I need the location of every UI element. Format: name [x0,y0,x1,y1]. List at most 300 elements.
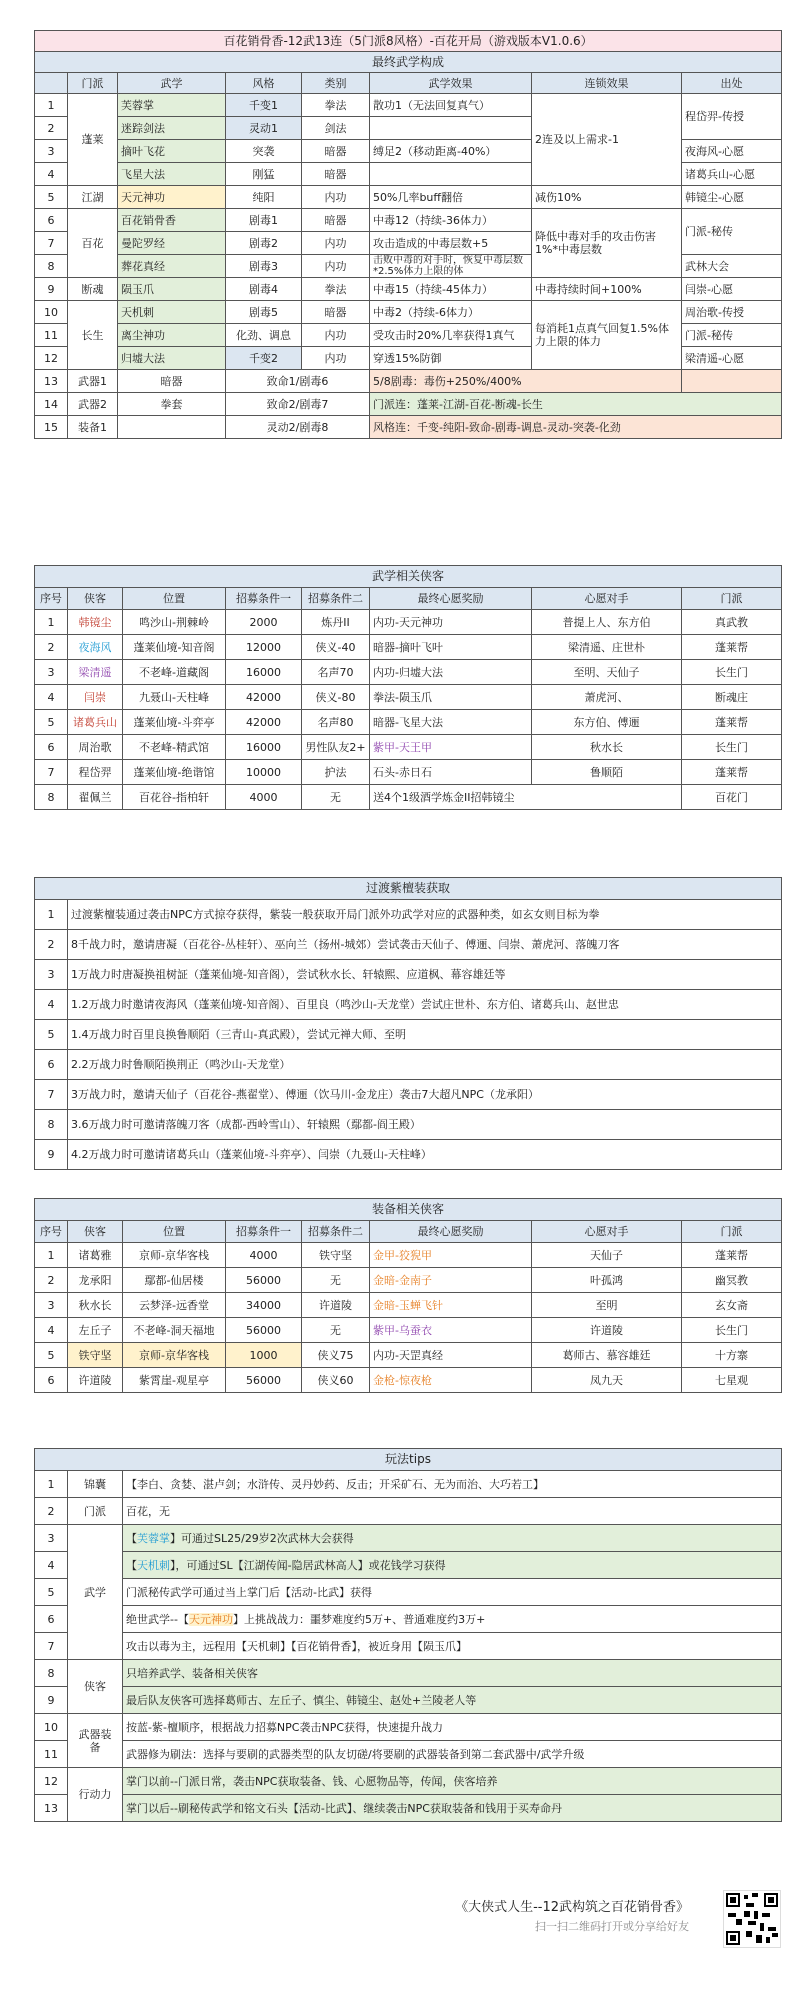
hero-sect: 蓬莱帮 [682,1243,782,1268]
row-index: 10 [35,1714,68,1741]
hero-name: 秋水长 [68,1293,123,1318]
equip-type: 拳套 [118,393,226,416]
tip-text: 百花，无 [123,1498,782,1525]
wish-reward: 内功-天罡真经 [370,1343,532,1368]
footer [34,1890,781,1950]
tip-text: 1万战力时唐凝换祖树証（蓬莱仙境-知音阁），尝试秋水长、轩辕熙、应道枫、幕容雄廷等 [68,960,782,990]
wish-opponent: 许道陵 [532,1318,682,1343]
recruit-cond-2: 炼丹II [302,610,370,635]
tip-text-pre: 【 [126,1558,137,1572]
hero-name: 韩镜尘 [68,610,123,635]
skill-type: 暗器 [302,301,370,324]
wish-opponent: 天仙子 [532,1243,682,1268]
hero-name: 梁清遥 [68,660,123,685]
row-index: 8 [35,255,68,278]
skill-type: 暗器 [302,140,370,163]
recruit-cond-2: 无 [302,1268,370,1293]
wish-opponent: 叶孤鸿 [532,1268,682,1293]
col-header: 心愿对手 [532,588,682,610]
tip-text-pre: 【 [126,1531,137,1545]
skill-name: 天机刺 [118,301,226,324]
row-index: 1 [35,94,68,117]
hero-location: 九聂山-天柱峰 [123,685,226,710]
row-index: 5 [35,710,68,735]
col-header: 序号 [35,1221,68,1243]
skill-type: 内功 [302,347,370,370]
chain-effect: 减伤10% [532,186,682,209]
tip-text [123,1606,782,1633]
equip-style: 灵动2/剧毒8 [226,416,370,439]
wish-reward: 金甲-狡猊甲 [370,1243,532,1268]
equip-style: 致命2/剧毒7 [226,393,370,416]
equip-style: 致命1/剧毒6 [226,370,370,393]
qr-code-icon[interactable] [723,1890,781,1948]
section-gear-heroes [34,1198,781,1393]
col-header: 招募条件一 [226,1221,302,1243]
col-header: 最终心愿奖励 [370,1221,532,1243]
hero-location: 蓬莱仙境-斗弈亭 [123,710,226,735]
skill-type: 内功 [302,232,370,255]
wish-reward: 内功-归墟大法 [370,660,532,685]
row-index: 6 [35,1368,68,1393]
hero-location: 不老峰-精武馆 [123,735,226,760]
row-index: 12 [35,1768,68,1795]
tip-text: 只培养武学、装备相关侠客 [123,1660,782,1687]
equip-note: 5/8剧毒：毒伤+250%/400% [370,370,682,393]
skill-style: 剧毒2 [226,232,302,255]
recruit-cond-1: 56000 [226,1368,302,1393]
hero-name: 翟佩兰 [68,785,123,810]
section-title: 武学相关侠客 [35,566,782,588]
skill-effect: 穿透15%防御 [370,347,532,370]
skill-name: 百花销骨香 [118,209,226,232]
row-index: 2 [35,117,68,140]
tip-text: 3万战力时，邀请天仙子（百花谷-燕翟堂）、傅逦（饮马川-金龙庄）袭击7大超凡NPC（龙承阳） [68,1080,782,1110]
recruit-cond-2: 名声70 [302,660,370,685]
row-index: 10 [35,301,68,324]
hero-name: 许道陵 [68,1368,123,1393]
section-skill-heroes [34,565,781,810]
recruit-cond-2: 侠义-80 [302,685,370,710]
tip-text: 2.2万战力时鲁顺陌换荆正（鸣沙山-天龙堂） [68,1050,782,1080]
row-index: 1 [35,900,68,930]
section-title: 最终武学构成 [35,52,782,73]
hero-sect: 长生门 [682,1318,782,1343]
recruit-cond-2: 侠义75 [302,1343,370,1368]
tip-text: 按蓝-紫-檀顺序，根据战力招募NPC袭击NPC获得，快速提升战力 [123,1714,782,1741]
recruit-cond-1: 10000 [226,760,302,785]
row-index: 11 [35,1741,68,1768]
recruit-cond-2: 侠义60 [302,1368,370,1393]
section-title: 装备相关侠客 [35,1199,782,1221]
wish-reward: 暗器-飞星大法 [370,710,532,735]
skill-type: 剑法 [302,117,370,140]
section-title: 玩法tips [35,1449,782,1471]
row-index: 8 [35,1110,68,1140]
recruit-cond-2: 护法 [302,760,370,785]
row-index: 3 [35,660,68,685]
hero-sect: 长生门 [682,660,782,685]
recruit-cond-1: 1000 [226,1343,302,1368]
col-header: 位置 [123,1221,226,1243]
hero-sect: 玄女斋 [682,1293,782,1318]
hero-sect: 百花门 [682,785,782,810]
hero-sect: 七星观 [682,1368,782,1393]
col-header: 侠客 [68,588,123,610]
recruit-cond-1: 42000 [226,710,302,735]
recruit-cond-1: 34000 [226,1293,302,1318]
skill-type: 拳法 [302,94,370,117]
row-index: 1 [35,1471,68,1498]
tip-text: 过渡紫檀装通过袭击NPC方式掠夺获得，紫装一般获取开局门派外功武学对应的武器种类，如玄女则目标为拳 [68,900,782,930]
tip-category: 行动力 [68,1768,123,1822]
skill-style: 纯阳 [226,186,302,209]
skill-effect: 中毒12（持续-36体力） [370,209,532,232]
tip-text: 掌门以后--刷秘传武学和铭文石头【活动-比武】、继续袭击NPC获取装备和钱用于买寿命丹 [123,1795,782,1822]
tip-text: 门派秘传武学可通过当上掌门后【活动-比武】获得 [123,1579,782,1606]
blank-cell [682,370,782,393]
row-index: 3 [35,1525,68,1552]
row-index: 2 [35,1268,68,1293]
hero-location: 京师-京华客栈 [123,1243,226,1268]
row-index: 3 [35,1293,68,1318]
row-index: 7 [35,760,68,785]
wish-reward: 紫甲-天王甲 [370,735,532,760]
row-index: 6 [35,735,68,760]
equip-slot: 武器2 [68,393,118,416]
skill-source: 夜海风-心愿 [682,140,782,163]
row-index: 13 [35,1795,68,1822]
chain-effect: 降低中毒对手的攻击伤害1%*中毒层数 [532,209,682,278]
wish-opponent: 至明、天仙子 [532,660,682,685]
row-index: 15 [35,416,68,439]
row-index: 5 [35,186,68,209]
equip-type: 暗器 [118,370,226,393]
hero-sect: 蓬莱帮 [682,760,782,785]
recruit-cond-2: 无 [302,785,370,810]
wish-reward: 内功-天元神功 [370,610,532,635]
chain-effect: 中毒持续时间+100% [532,278,682,301]
skill-effect: 中毒15（持续-45体力） [370,278,532,301]
hero-location: 蓬莱仙境-知音阁 [123,635,226,660]
recruit-cond-1: 16000 [226,735,302,760]
skill-source: 门派-秘传 [682,324,782,347]
skill-effect: 中毒2（持续-6体力） [370,301,532,324]
row-index: 4 [35,1552,68,1579]
hero-location: 百花谷-指柏轩 [123,785,226,810]
col-header: 序号 [35,588,68,610]
tip-category: 门派 [68,1498,123,1525]
skill-effect [370,117,532,140]
skill-style: 剧毒3 [226,255,302,278]
wish-opponent: 萧虎河、 [532,685,682,710]
wish-reward: 石头-赤日石 [370,760,532,785]
skill-style: 剧毒1 [226,209,302,232]
tip-text-post: 】，可通过SL【江湖传闻-隐居武林高人】或花钱学习获得 [170,1558,446,1572]
skill-source: 周治歌-传授 [682,301,782,324]
tip-highlight: 天机刺 [137,1558,170,1572]
sect-cell: 江湖 [68,186,118,209]
skill-effect: 缚足2（移动距离-40%） [370,140,532,163]
skill-effect: 散功1（无法回复真气） [370,94,532,117]
row-index: 9 [35,1687,68,1714]
wish-reward: 送4个1级酒学炼金II招韩镜尘 [370,785,682,810]
skill-source: 梁清遥-心愿 [682,347,782,370]
wish-reward: 金枪-惊夜枪 [370,1368,532,1393]
wish-opponent: 梁清遥、庄世朴 [532,635,682,660]
col-header: 最终心愿奖励 [370,588,532,610]
skill-source: 门派-秘传 [682,209,782,255]
col-header: 武学效果 [370,73,532,94]
hero-sect: 断魂庄 [682,685,782,710]
hero-name: 周治歌 [68,735,123,760]
col-header: 心愿对手 [532,1221,682,1243]
row-index: 8 [35,1660,68,1687]
skill-style: 刚猛 [226,163,302,186]
recruit-cond-2: 男性队友2+ [302,735,370,760]
hero-location: 鸣沙山-荆棘岭 [123,610,226,635]
tip-category: 侠客 [68,1660,123,1714]
recruit-cond-1: 42000 [226,685,302,710]
sect-cell: 断魂 [68,278,118,301]
skill-style: 剧毒5 [226,301,302,324]
section-tips [34,1448,781,1822]
wish-reward: 紫甲-乌蚕衣 [370,1318,532,1343]
row-index: 1 [35,1243,68,1268]
tip-text: 1.4万战力时百里良换鲁顺陌（三青山-真武殿），尝试元禅大师、至明 [68,1020,782,1050]
skill-type: 内功 [302,324,370,347]
row-index: 9 [35,1140,68,1170]
tip-highlight: 芙蓉掌 [137,1531,170,1545]
skill-name: 归墟大法 [118,347,226,370]
skill-effect: 击败中毒的对手时，恢复中毒层数*2.5%体力上限的体 [370,255,532,278]
skill-name: 离尘神功 [118,324,226,347]
tip-category: 武学 [68,1525,123,1660]
wish-reward: 金暗-金南子 [370,1268,532,1293]
skill-style: 化劲、调息 [226,324,302,347]
row-index: 9 [35,278,68,301]
tip-text: 武器修为刷法：选择与要刷的武器类型的队友切磋/将要刷的武器装备到第二套武器中/武学升级 [123,1741,782,1768]
wish-opponent: 普提上人、东方伯 [532,610,682,635]
col-header: 风格 [226,73,302,94]
col-header: 招募条件二 [302,588,370,610]
hero-sect: 蓬莱帮 [682,635,782,660]
col-header: 武学 [118,73,226,94]
col-header: 连锁效果 [532,73,682,94]
recruit-cond-2: 侠义-40 [302,635,370,660]
hero-name: 龙承阳 [68,1268,123,1293]
tip-highlight: 天元神功 [188,1612,233,1626]
skill-source: 韩镜尘-心愿 [682,186,782,209]
row-index: 4 [35,990,68,1020]
recruit-cond-2: 无 [302,1318,370,1343]
row-index: 4 [35,685,68,710]
equip-type [118,416,226,439]
skill-source: 诸葛兵山-心愿 [682,163,782,186]
equip-slot: 装备1 [68,416,118,439]
hero-location: 云梦泽-远香堂 [123,1293,226,1318]
row-index: 14 [35,393,68,416]
recruit-cond-2: 名声80 [302,710,370,735]
tip-text [123,1525,782,1552]
skill-style: 千变2 [226,347,302,370]
hero-location: 不老峰-道藏阁 [123,660,226,685]
skill-effect [370,163,532,186]
recruit-cond-1: 2000 [226,610,302,635]
recruit-cond-1: 56000 [226,1318,302,1343]
skill-effect: 50%几率buff翻倍 [370,186,532,209]
hero-name: 左丘子 [68,1318,123,1343]
skill-style: 灵动1 [226,117,302,140]
row-index: 5 [35,1579,68,1606]
col-header: 类别 [302,73,370,94]
tip-text: 1.2万战力时邀请夜海风（蓬莱仙境-知音阁）、百里良（鸣沙山-天龙堂）尝试庄世朴、东方伯、诸葛兵山、赵世忠 [68,990,782,1020]
wish-opponent: 凤九天 [532,1368,682,1393]
hero-sect: 蓬莱帮 [682,710,782,735]
skill-style: 剧毒4 [226,278,302,301]
col-header: 招募条件二 [302,1221,370,1243]
sect-cell: 蓬莱 [68,94,118,186]
tip-text: 攻击以毒为主，远程用【天机刺】【百花销骨香】，被近身用【陨玉爪】 [123,1633,782,1660]
row-index: 3 [35,960,68,990]
skill-type: 内功 [302,255,370,278]
skill-type: 暗器 [302,209,370,232]
col-header: 侠客 [68,1221,123,1243]
tip-text: 【李白、贪婪、湛卢剑；水浒传、灵丹妙药、反击；开采矿石、无为而治、大巧若工】 [123,1471,782,1498]
row-index: 12 [35,347,68,370]
sect-cell: 长生 [68,301,118,370]
skill-source: 程岱羿-传授 [682,94,782,140]
tip-text-post: 】可通过SL25/29岁2次武林大会获得 [170,1531,354,1545]
recruit-cond-1: 12000 [226,635,302,660]
sect-cell: 百花 [68,209,118,278]
footer-title: 《大侠式人生--12武构筑之百花销骨香》 [455,1900,689,1915]
tip-text: 最后队友侠客可选择葛师古、左丘子、慎尘、韩镜尘、赵处+兰陵老人等 [123,1687,782,1714]
tip-category: 锦囊 [68,1471,123,1498]
skill-name: 飞星大法 [118,163,226,186]
col-header: 门派 [68,73,118,94]
hero-location: 不老峰-洞天福地 [123,1318,226,1343]
row-index: 5 [35,1343,68,1368]
hero-name: 铁守坚 [68,1343,123,1368]
sect-chain: 门派连：蓬莱-江湖-百花-断魂-长生 [370,393,782,416]
row-index: 7 [35,1633,68,1660]
skill-source: 闫崇-心愿 [682,278,782,301]
wish-opponent: 葛师古、慕容雄廷 [532,1343,682,1368]
row-index: 7 [35,1080,68,1110]
section-title: 过渡紫檀装获取 [35,878,782,900]
skill-style: 千变1 [226,94,302,117]
wish-reward: 暗器-摘叶飞叶 [370,635,532,660]
skill-effect: 受攻击时20%几率获得1真气 [370,324,532,347]
skill-type: 内功 [302,186,370,209]
wish-opponent: 至明 [532,1293,682,1318]
skill-name: 迷踪剑法 [118,117,226,140]
tip-text: 8千战力时，邀请唐凝（百花谷-丛桂轩）、巫向兰（扬州-城郊）尝试袭击天仙子、傅逦、闫崇、萧虎河、落魄刀客 [68,930,782,960]
skill-style: 突袭 [226,140,302,163]
wish-reward: 拳法-陨玉爪 [370,685,532,710]
skill-name: 陨玉爪 [118,278,226,301]
col-header: 位置 [123,588,226,610]
wish-opponent: 东方伯、傅逦 [532,710,682,735]
tip-text-pre: 绝世武学--【 [126,1612,189,1626]
row-index: 1 [35,610,68,635]
hero-name: 夜海风 [68,635,123,660]
footer-subtitle: 扫一扫二维码打开或分享给好友 [535,1920,689,1933]
tip-text: 3.6万战力时可邀请落魄刀客（成都-西岭雪山）、轩辕熙（鄢都-阎王殿） [68,1110,782,1140]
row-index: 6 [35,1606,68,1633]
tip-category: 武器装备 [68,1714,123,1768]
recruit-cond-1: 16000 [226,660,302,685]
row-index: 5 [35,1020,68,1050]
recruit-cond-1: 56000 [226,1268,302,1293]
skill-source: 武林大会 [682,255,782,278]
col-index [35,73,68,94]
tip-text-post: 】上挑战战力：噩梦难度约5万+、普通难度约3万+ [232,1612,486,1626]
hero-sect: 长生门 [682,735,782,760]
style-chain: 风格连：千变-纯阳-致命-剧毒-调息-灵动-突袭-化劲 [370,416,782,439]
recruit-cond-1: 4000 [226,785,302,810]
col-header: 门派 [682,1221,782,1243]
recruit-cond-2: 许道陵 [302,1293,370,1318]
row-index: 2 [35,635,68,660]
hero-name: 程岱羿 [68,760,123,785]
chain-effect: 2连及以上需求-1 [532,94,682,186]
hero-name: 诸葛雅 [68,1243,123,1268]
hero-location: 紫霄崖-观星亭 [123,1368,226,1393]
row-index: 13 [35,370,68,393]
row-index: 6 [35,1050,68,1080]
page-title: 百花销骨香-12武13连（5门派8风格）-百花开局（游戏版本V1.0.6） [35,31,782,52]
section-purple-gear [34,877,781,1170]
col-header: 门派 [682,588,782,610]
row-index: 6 [35,209,68,232]
recruit-cond-2: 铁守坚 [302,1243,370,1268]
section-final-skills [34,30,781,439]
skill-name: 芙蓉掌 [118,94,226,117]
equip-slot: 武器1 [68,370,118,393]
col-header: 招募条件一 [226,588,302,610]
wish-reward: 金暗-玉蝉飞针 [370,1293,532,1318]
hero-location: 鄢都-仙居楼 [123,1268,226,1293]
row-index: 2 [35,1498,68,1525]
skill-type: 拳法 [302,278,370,301]
hero-name: 诸葛兵山 [68,710,123,735]
skill-type: 暗器 [302,163,370,186]
row-index: 11 [35,324,68,347]
skill-name: 葬花真经 [118,255,226,278]
row-index: 4 [35,163,68,186]
hero-location: 蓬莱仙境-绝谐馆 [123,760,226,785]
hero-sect: 真武教 [682,610,782,635]
hero-name: 闫崇 [68,685,123,710]
row-index: 7 [35,232,68,255]
chain-effect: 每消耗1点真气回复1.5%体力上限的体力 [532,301,682,370]
hero-sect: 十方寨 [682,1343,782,1368]
col-header: 出处 [682,73,782,94]
row-index: 8 [35,785,68,810]
skill-effect: 攻击造成的中毒层数+5 [370,232,532,255]
skill-name: 曼陀罗经 [118,232,226,255]
skill-name: 天元神功 [118,186,226,209]
row-index: 3 [35,140,68,163]
row-index: 2 [35,930,68,960]
hero-location: 京师-京华客栈 [123,1343,226,1368]
row-index: 4 [35,1318,68,1343]
wish-opponent: 鲁顺陌 [532,760,682,785]
tip-text: 掌门以前--门派日常，袭击NPC获取装备、钱、心愿物品等，传闻，侠客培养 [123,1768,782,1795]
tip-text: 4.2万战力时可邀请诸葛兵山（蓬莱仙境-斗弈亭）、闫崇（九聂山-天柱峰） [68,1140,782,1170]
